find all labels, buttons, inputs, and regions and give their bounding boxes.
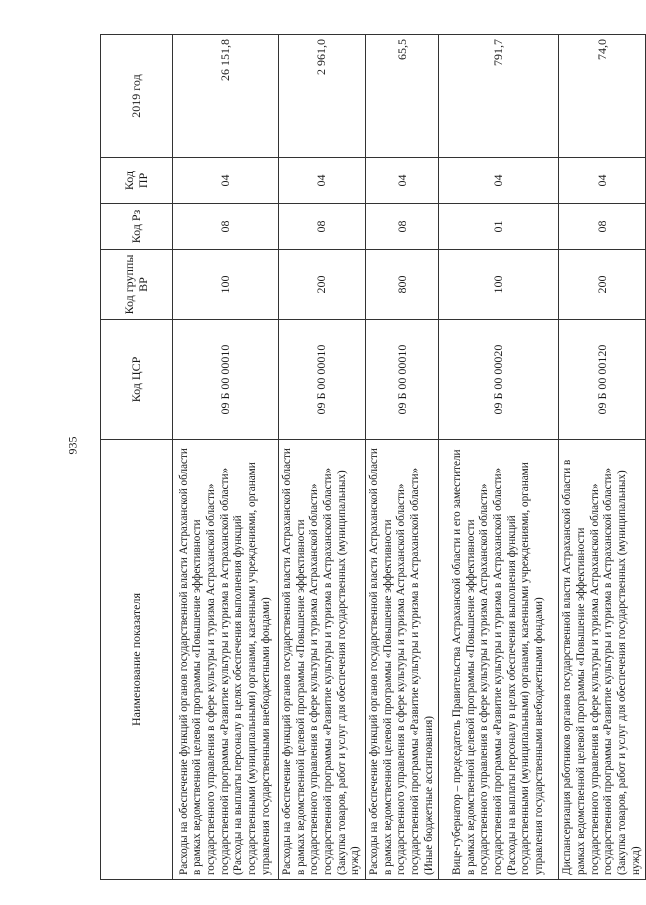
header-rz: Код Рз bbox=[101, 204, 173, 250]
row-pr: 04 bbox=[279, 158, 366, 204]
row-rz: 08 bbox=[279, 204, 366, 250]
row-name: Диспансеризация работников органов государственной власти Астраханской области в рамках ведомственной целевой программы «Повышение эффективности государственного управления в сфере культуры и туризма Астраханской области» государственной программы «Развитие культуры и туризма в Астраханской области» (Закупка товаров, работ и услуг для обеспечения государственных (муниципальных) нужд) bbox=[559, 440, 646, 880]
row-rz: 08 bbox=[365, 204, 438, 250]
row-vr: 200 bbox=[279, 250, 366, 320]
table-row bbox=[439, 35, 559, 880]
header-vr: Код группы ВР bbox=[101, 250, 173, 320]
budget-table bbox=[100, 34, 646, 880]
table-row bbox=[559, 35, 646, 880]
row-vr: 100 bbox=[173, 250, 279, 320]
row-rz: 08 bbox=[559, 204, 646, 250]
row-csr: 09 Б 00 00120 bbox=[559, 320, 646, 440]
rotated-page-content bbox=[100, 35, 640, 880]
row-name: Расходы на обеспечение функций органов государственной власти Астраханской области в рамках ведомственной целевой программы «Повышение эффективности государственного управления в сфере культуры и туризма Астраханской области» государственной программы «Развитие культуры и туризма в Астраханской области» (Расходы на выплаты персоналу в целях обеспечения выполнения функций государственными (муниципальными) органами, казенными учреждениями, органами управления государственными внебюджетными фондами) bbox=[173, 440, 279, 880]
row-csr: 09 Б 00 00010 bbox=[173, 320, 279, 440]
header-year: 2019 год bbox=[101, 35, 173, 158]
row-amount: 2 961,0 bbox=[279, 35, 366, 158]
row-amount: 65,5 bbox=[365, 35, 438, 158]
row-csr: 09 Б 00 00010 bbox=[279, 320, 366, 440]
table-row bbox=[173, 35, 279, 880]
row-name: Расходы на обеспечение функций органов государственной власти Астраханской области в рамках ведомственной целевой программы «Повышение эффективности государственного управления в сфере культуры и туризма Астраханской области» государственной программы «Развитие культуры и туризма в Астраханской области» (Иные бюджетные ассигнования) bbox=[365, 440, 438, 880]
table-row bbox=[279, 35, 366, 880]
row-name: Расходы на обеспечение функций органов государственной власти Астраханской области в рамках ведомственной целевой программы «Повышение эффективности государственного управления в сфере культуры и туризма Астраханской области» государственной программы «Развитие культуры и туризма в Астраханской области» (Закупка товаров, работ и услуг для обеспечения государственных (муниципальных) нужд) bbox=[279, 440, 366, 880]
row-csr: 09 Б 00 00010 bbox=[365, 320, 438, 440]
header-name: Наименование показателя bbox=[101, 440, 173, 880]
row-vr: 800 bbox=[365, 250, 438, 320]
row-pr: 04 bbox=[559, 158, 646, 204]
row-amount: 791,7 bbox=[439, 35, 559, 158]
row-amount: 74,0 bbox=[559, 35, 646, 158]
table-header-row bbox=[101, 35, 173, 880]
row-csr: 09 Б 00 00020 bbox=[439, 320, 559, 440]
row-pr: 04 bbox=[365, 158, 438, 204]
row-rz: 08 bbox=[173, 204, 279, 250]
page-number: 935 bbox=[65, 436, 80, 455]
header-pr: Код ПР bbox=[101, 158, 173, 204]
row-vr: 200 bbox=[559, 250, 646, 320]
row-pr: 04 bbox=[173, 158, 279, 204]
row-rz: 01 bbox=[439, 204, 559, 250]
header-csr: Код ЦСР bbox=[101, 320, 173, 440]
row-name: Вице-губернатор – председатель Правительства Астраханской области и его заместители в рамках ведомственной целевой программы «Повышение эффективности государственного управления в сфере культуры и туризма Астраханской области» государственной программы «Развитие культуры и туризма в Астраханской области» (Расходы на выплаты персоналу в целях обеспечения выполнения функций государственными (муниципальными) органами, казенными учреждениями, органами управления государственными внебюджетными фондами) bbox=[439, 440, 559, 880]
row-amount: 26 151,8 bbox=[173, 35, 279, 158]
table-row bbox=[365, 35, 438, 880]
row-pr: 04 bbox=[439, 158, 559, 204]
row-vr: 100 bbox=[439, 250, 559, 320]
